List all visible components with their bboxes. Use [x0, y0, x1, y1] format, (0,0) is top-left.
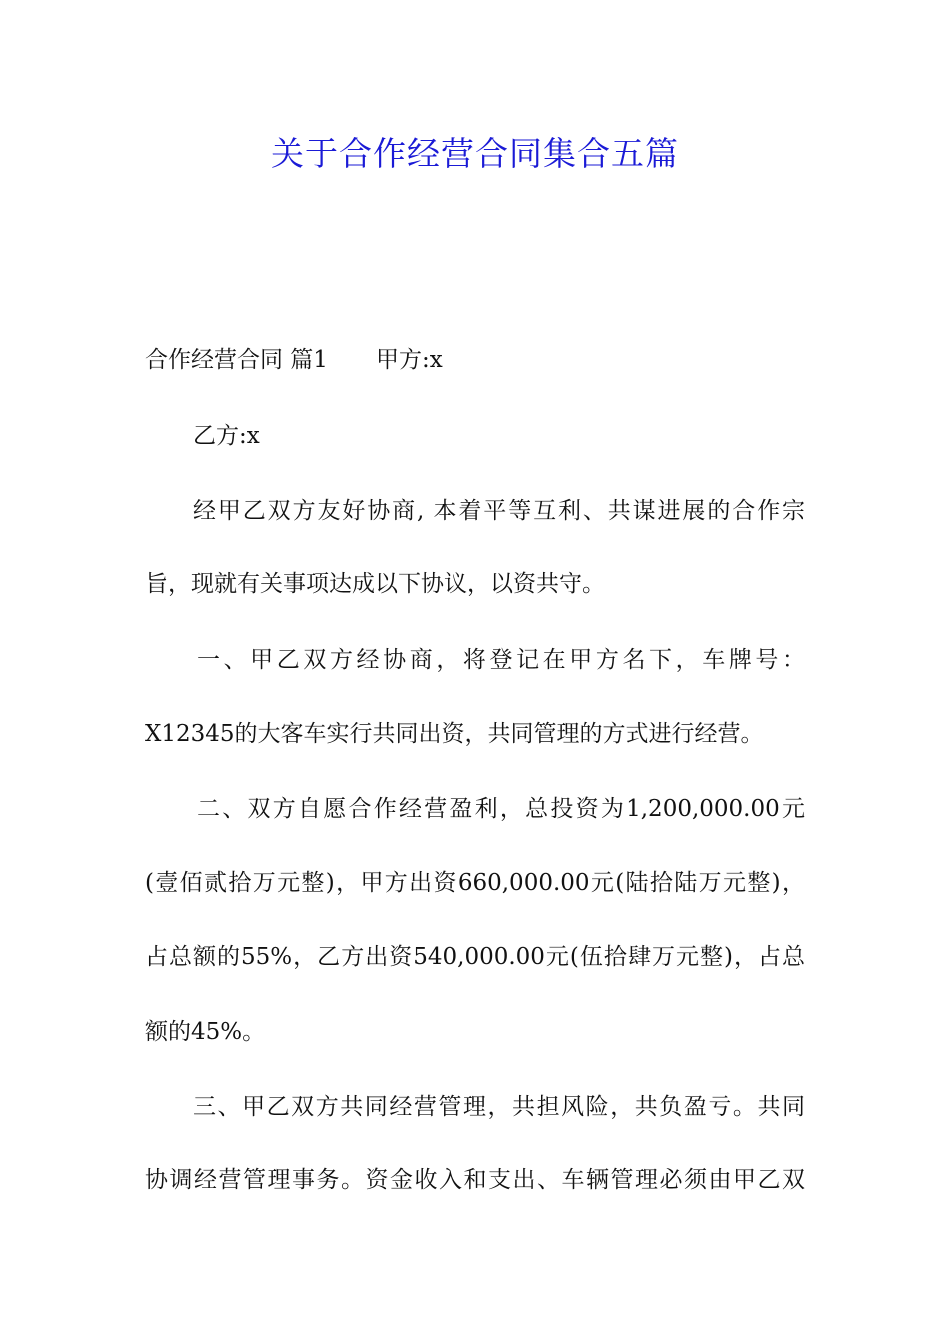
paragraph-line: 一、甲乙双方经协商，将登记在甲方名下，车牌号：	[197, 647, 805, 673]
paragraph-line: 额的45%。	[145, 1019, 266, 1045]
party-b: 乙方:x	[193, 423, 260, 449]
paragraph-line: X12345的大客车实行共同出资，共同管理的方式进行经营。	[145, 721, 764, 747]
paragraph-line: 协调经营管理事务。资金收入和支出、车辆管理必须由甲乙双	[145, 1167, 805, 1193]
document-title: 关于合作经营合同集合五篇	[271, 134, 679, 173]
paragraph-line: 占总额的55%，乙方出资540,000.00元(伍拾肆万元整)，占总	[145, 944, 805, 970]
paragraph-line: 三、甲乙双方共同经营管理，共担风险，共负盈亏。共同	[193, 1094, 805, 1120]
paragraph-line: (壹佰贰拾万元整)，甲方出资660,000.00元(陆拾陆万元整)，	[145, 870, 805, 896]
section-label: 合作经营合同 篇1	[145, 347, 328, 373]
party-a: 甲方:x	[375, 347, 443, 373]
paragraph-line: 经甲乙双方友好协商, 本着平等互利、共谋进展的合作宗	[193, 498, 805, 524]
paragraph-line: 旨，现就有关事项达成以下协议，以资共守。	[145, 571, 605, 597]
paragraph-line: 二、双方自愿合作经营盈利，总投资为1,200,000.00元	[197, 796, 805, 822]
section-header	[145, 345, 443, 375]
